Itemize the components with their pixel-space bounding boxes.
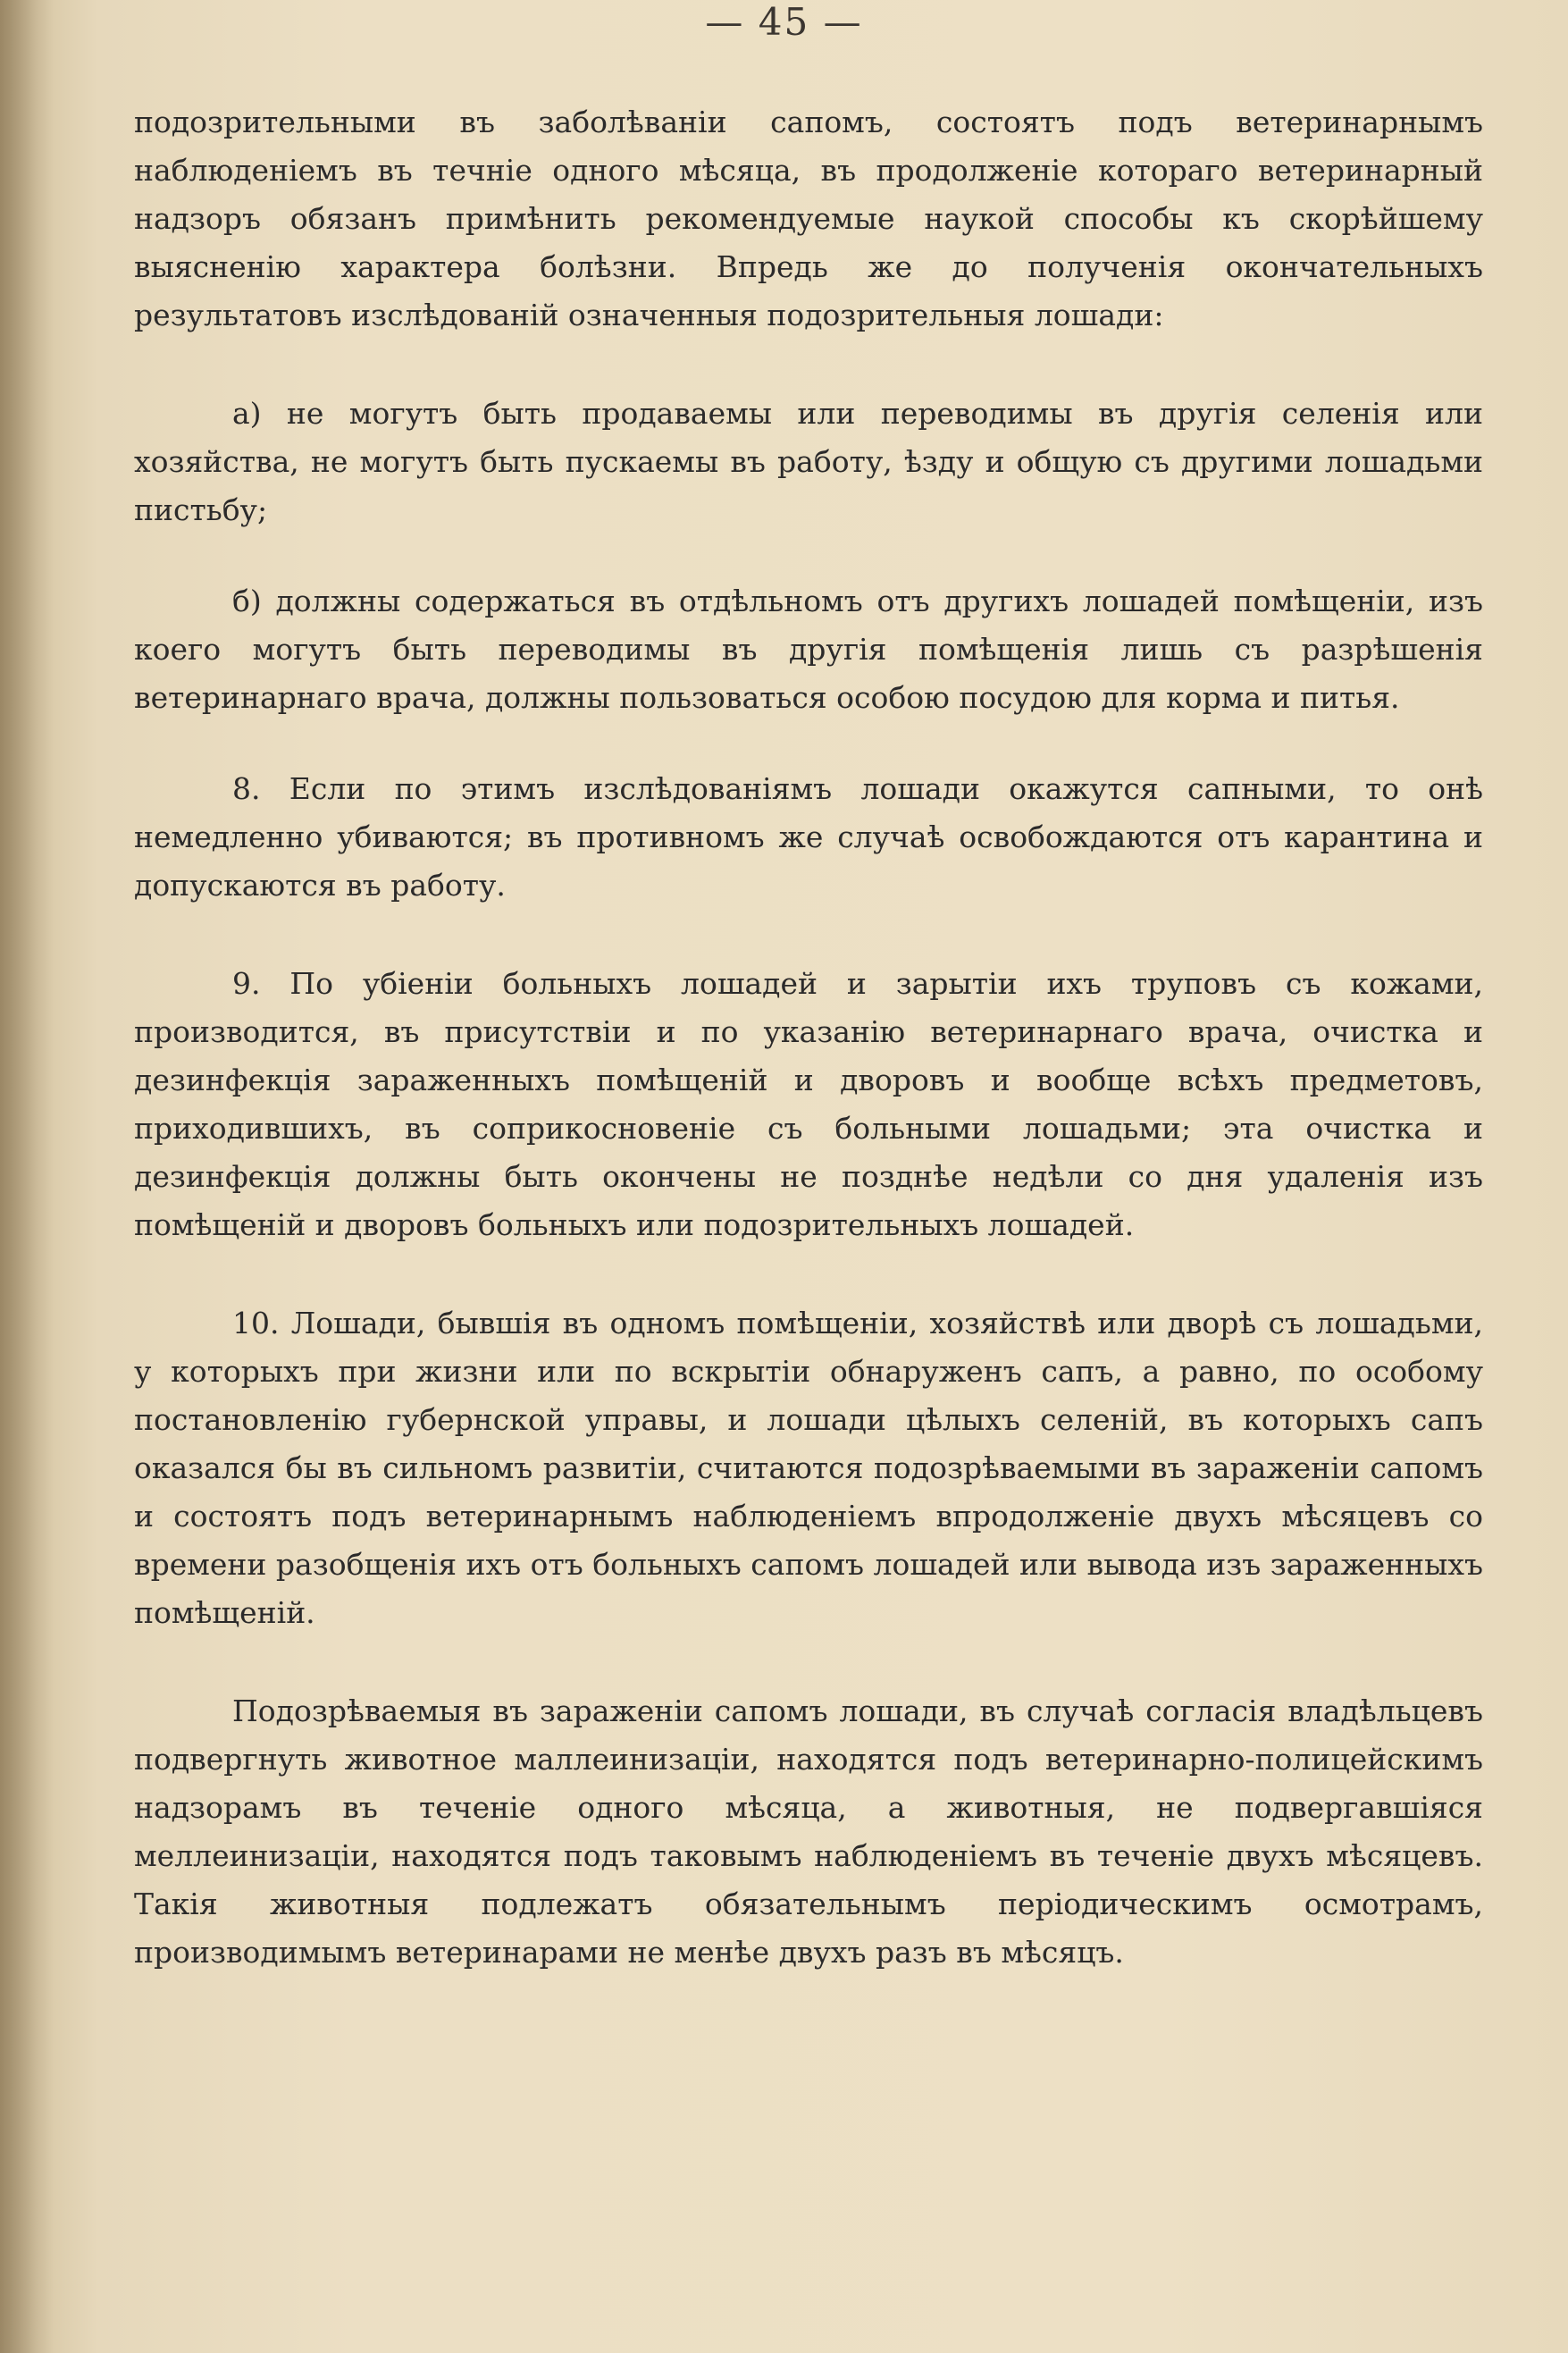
page-body <box>134 98 1483 1977</box>
paragraph-section-10: 10. Лошади, бывшія въ одномъ помѣщеніи, хозяйствѣ или дворѣ съ лошадьми, у которыхъ при жизни или по вскрытіи обнаруженъ сапъ, а равно, по особому постановленію губернской управы, и лошади цѣлыхъ селеній, въ которыхъ сапъ оказался бы въ сильномъ развитіи, считаются подозрѣваемыми въ зараженіи сапомъ и состоятъ подъ ветеринарнымъ наблюденіемъ впродолженіе двухъ мѣсяцевъ со времени разобщенія ихъ отъ больныхъ сапомъ лошадей или вывода изъ зараженныхъ помѣщеній. <box>134 1306 1483 1630</box>
paragraph-section-8: 8. Если по этимъ изслѣдованіямъ лошади окажутся сапными, то онѣ немедленно убиваются; въ противномъ же случаѣ освобождаются отъ карантина и допускаются въ работу. <box>134 771 1483 903</box>
paragraph-item-a: а) не могутъ быть продаваемы или переводимы въ другія селенія или хозяйства, не могутъ быть пускаемы въ работу, ѣзду и общую съ другими лошадьми пистьбу; <box>134 396 1483 527</box>
page-binding-shadow <box>0 0 54 2353</box>
paragraph-intro: подозрительными въ заболѣваніи сапомъ, состоятъ подъ ветеринарнымъ наблюденіемъ въ течніе одного мѣсяца, въ продолженіе котораго ветеринарный надзоръ обязанъ примѣнить рекомендуемые наукой способы къ скорѣйшему выясненію характера болѣзни. Впредь же до полученія окончательныхъ результатовъ изслѣдованій означенныя подозрительныя лошади: <box>134 105 1483 332</box>
paragraph-section-9: 9. По убіеніи больныхъ лошадей и зарытіи ихъ труповъ съ кожами, производится, въ присутствіи и по указанію ветеринарнаго врача, очистка и дезинфекція зараженныхъ помѣщеній и дворовъ и вообще всѣхъ предметовъ, приходившихъ, въ соприкосновеніе съ больными лошадьми; эта очистка и дезинфекція должны быть окончены не позднѣе недѣли со дня удаленія изъ помѣщеній и дворовъ больныхъ или подозрительныхъ лошадей. <box>134 966 1483 1242</box>
page-number: — 45 — <box>705 0 863 44</box>
paragraph-item-b: б) должны содержаться въ отдѣльномъ отъ другихъ лошадей помѣщеніи, изъ коего могутъ быть переводимы въ другія помѣщенія лишь съ разрѣшенія ветеринарнаго врача, должны пользоваться особою посудою для корма и питья. <box>134 584 1483 715</box>
paragraph-suspected-horses: Подозрѣваемыя въ зараженіи сапомъ лошади, въ случаѣ согласія владѣльцевъ подвергнуть животное маллеинизаціи, находятся подъ ветеринарно-полицейскимъ надзорамъ въ теченіе одного мѣсяца, а животныя, не подвергавшіяся меллеинизаціи, находятся подъ таковымъ наблюденіемъ въ теченіе двухъ мѣсяцевъ. Такія животныя подлежатъ обязательнымъ періодическимъ осмотрамъ, производимымъ ветеринарами не менѣе двухъ разъ въ мѣсяцъ. <box>134 1693 1483 1970</box>
